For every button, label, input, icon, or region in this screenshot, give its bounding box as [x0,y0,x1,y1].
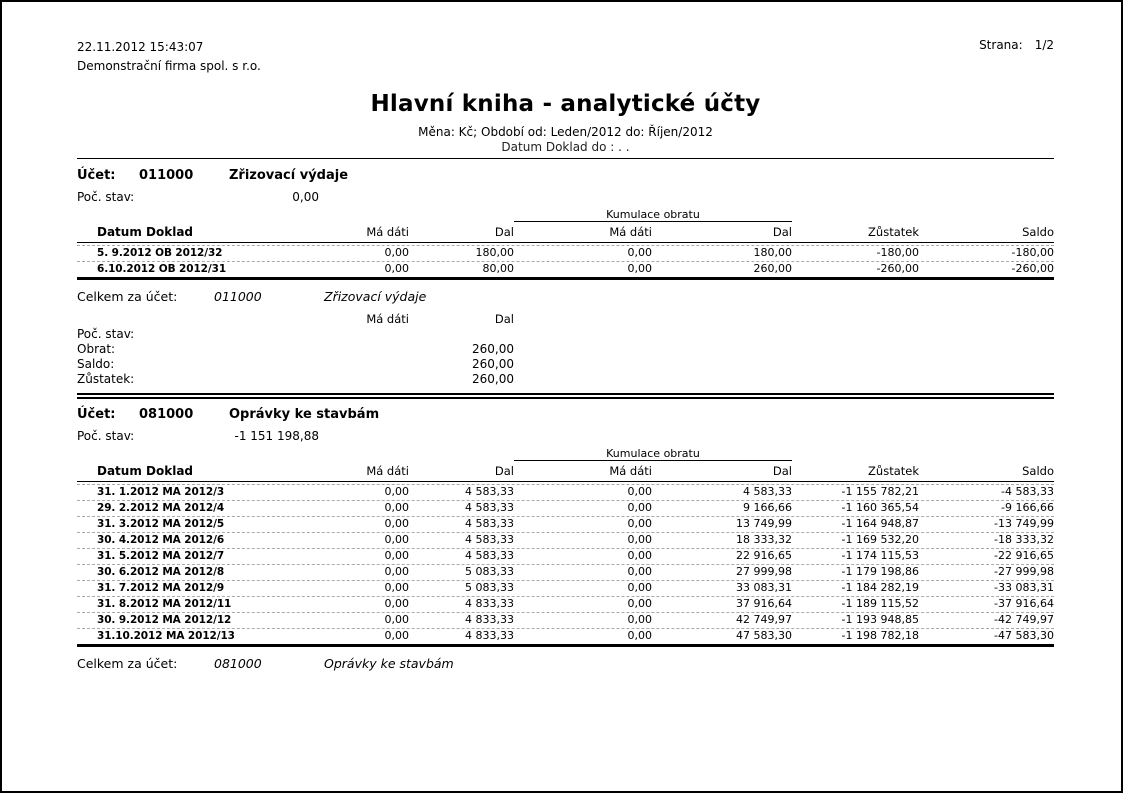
row-amount: 0,00 [384,549,409,562]
row-date-doc: 6.10.2012 OB 2012/31 [97,263,227,275]
row-amount: 4 583,33 [465,501,514,514]
cumulative-turnover-label: Kumulace obratu [514,208,792,222]
total-account-number: 081000 [214,656,262,671]
row-amount: 4 833,33 [465,629,514,642]
row-amount: -42 749,97 [994,613,1054,626]
summary-row-saldo: Saldo: 260,00 [77,357,514,371]
section-divider [77,393,1054,399]
account-section-011000 [77,168,1054,387]
page-number [979,38,1054,52]
col-header-dal: Dal [494,225,514,239]
row-amount: 0,00 [627,533,652,546]
row-amount: -47 583,30 [994,629,1054,642]
row-amount: 33 083,31 [736,581,792,594]
row-amount: 4 583,33 [465,533,514,546]
ledger-row [77,580,1054,596]
col-header-dal: Dal [494,464,514,478]
row-amount: -22 916,65 [994,549,1054,562]
row-amount: -9 166,66 [1001,501,1054,514]
row-date-doc: 31. 3.2012 MA 2012/5 [97,518,225,530]
row-amount: 260,00 [753,262,792,275]
row-amount: -1 155 782,21 [841,485,919,498]
summary-col-dal: Dal [494,312,514,326]
row-amount: 4 833,33 [465,613,514,626]
ledger-row [77,500,1054,516]
row-amount: 0,00 [627,549,652,562]
row-amount: 180,00 [475,246,514,259]
row-amount: -180,00 [1011,246,1054,259]
row-amount: 0,00 [627,565,652,578]
ledger-row [77,261,1054,277]
row-date-doc: 30. 4.2012 MA 2012/6 [97,534,225,546]
page-number-value: 1/2 [1034,38,1054,52]
row-amount: 0,00 [627,262,652,275]
summary-row-obrat: Obrat: 260,00 [77,342,514,356]
row-amount: 0,00 [384,613,409,626]
row-date-doc: 29. 2.2012 MA 2012/4 [97,502,225,514]
col-header-datum-doklad: Datum Doklad [97,464,194,478]
total-account-name: Oprávky ke stavbám [324,656,454,671]
ledger-table [77,208,1054,280]
ledger-row [77,245,1054,261]
report-subtitle-date-limit: Datum Doklad do : . . [501,140,630,154]
page-number-label: Strana: [979,38,1023,52]
row-amount: 4 583,33 [465,485,514,498]
total-account-number: 011000 [214,289,262,304]
row-date-doc: 30. 9.2012 MA 2012/12 [97,614,232,626]
row-date-doc: 31. 8.2012 MA 2012/11 [97,598,232,610]
row-amount: 5 083,33 [465,565,514,578]
row-amount: -1 169 532,20 [841,533,919,546]
row-date-doc: 31. 7.2012 MA 2012/9 [97,582,225,594]
total-account-name: Zřizovací výdaje [324,289,427,304]
row-amount: 180,00 [753,246,792,259]
row-amount: -260,00 [1011,262,1054,275]
report-header [77,38,1054,76]
total-label: Celkem za účet: [77,656,178,671]
row-amount: -33 083,31 [994,581,1054,594]
ledger-table-body [77,482,1054,647]
row-date-doc: 31.10.2012 MA 2012/13 [97,630,235,642]
account-name: Oprávky ke stavbám [229,407,380,422]
row-amount: 0,00 [627,246,652,259]
row-amount: 42 749,97 [736,613,792,626]
account-name: Zřizovací výdaje [229,168,349,183]
ledger-table-header [77,223,1054,243]
summary-table-header [77,312,1054,327]
row-amount: 4 583,33 [465,549,514,562]
row-amount: 0,00 [384,246,409,259]
row-amount: 9 166,66 [743,501,792,514]
total-label: Celkem za účet: [77,289,178,304]
row-amount: 0,00 [384,629,409,642]
row-date-doc: 31. 5.2012 MA 2012/7 [97,550,225,562]
col-header-ma-dati: Má dáti [366,464,409,478]
row-amount: 5 083,33 [465,581,514,594]
row-amount: 18 333,32 [736,533,792,546]
ledger-row [77,628,1054,644]
row-amount: -37 916,64 [994,597,1054,610]
row-amount: -27 999,98 [994,565,1054,578]
ledger-row [77,612,1054,628]
account-total-line [77,656,1054,672]
row-amount: 0,00 [627,501,652,514]
ledger-row [77,548,1054,564]
row-amount: 0,00 [627,597,652,610]
cumulative-turnover-label: Kumulace obratu [514,447,792,461]
ledger-row [77,564,1054,580]
row-amount: -1 193 948,85 [841,613,919,626]
ledger-row [77,516,1054,532]
row-amount: 0,00 [384,565,409,578]
row-amount: 0,00 [627,613,652,626]
row-amount: 0,00 [384,581,409,594]
opening-balance-label: Poč. stav: [77,429,135,443]
row-amount: 0,00 [384,501,409,514]
summary-row-poc-stav: Poč. stav: [77,327,135,341]
summary-col-ma-dati: Má dáti [366,312,409,326]
row-amount: 27 999,98 [736,565,792,578]
row-amount: 13 749,99 [736,517,792,530]
row-amount: -180,00 [876,246,919,259]
ledger-row [77,596,1054,612]
opening-balance-label: Poč. stav: [77,190,135,204]
print-datetime: 22.11.2012 15:43:07 [77,40,204,54]
row-amount: -1 184 282,19 [841,581,919,594]
ledger-table-body [77,243,1054,280]
ledger-row [77,532,1054,548]
row-amount: 4 833,33 [465,597,514,610]
col-header-kumulace-ma-dati: Má dáti [609,464,652,478]
row-amount: -260,00 [876,262,919,275]
account-total-line [77,289,1054,305]
col-header-zustatek: Zůstatek [868,225,919,239]
row-amount: 80,00 [482,262,514,275]
row-amount: -1 174 115,53 [841,549,919,562]
row-amount: -1 160 365,54 [841,501,919,514]
row-amount: 0,00 [384,262,409,275]
account-number: 081000 [139,407,194,422]
row-amount: -4 583,33 [1001,485,1054,498]
col-header-saldo: Saldo [1022,225,1054,239]
report-title: Hlavní kniha - analytické účty [370,91,761,117]
header-rule [77,158,1054,159]
row-date-doc: 30. 6.2012 MA 2012/8 [97,566,225,578]
row-amount: -13 749,99 [994,517,1054,530]
row-amount: -18 333,32 [994,533,1054,546]
col-header-saldo: Saldo [1022,464,1054,478]
row-date-doc: 31. 1.2012 MA 2012/3 [97,486,225,498]
account-section-081000 [77,407,1054,672]
row-amount: 0,00 [627,517,652,530]
report-subtitle-currency-period: Měna: Kč; Období od: Leden/2012 do: Říjen/2012 [418,125,713,139]
row-amount: 0,00 [384,533,409,546]
row-amount: 47 583,30 [736,629,792,642]
col-header-kumulace-dal: Dal [772,225,792,239]
row-amount: 0,00 [627,629,652,642]
col-header-datum-doklad: Datum Doklad [97,225,194,239]
col-header-zustatek: Zůstatek [868,464,919,478]
row-amount: 0,00 [627,485,652,498]
row-date-doc: 5. 9.2012 OB 2012/32 [97,247,223,259]
row-amount: 4 583,33 [465,517,514,530]
row-amount: -1 198 782,18 [841,629,919,642]
account-label: Účet: [77,407,116,422]
col-header-ma-dati: Má dáti [366,225,409,239]
account-number: 011000 [139,168,194,183]
row-amount: 0,00 [384,485,409,498]
summary-row-zustatek: Zůstatek: 260,00 [77,372,514,386]
row-amount: 37 916,64 [736,597,792,610]
row-amount: -1 179 198,86 [841,565,919,578]
opening-balance-value: 0,00 [292,190,319,204]
ledger-table-header [77,462,1054,482]
ledger-row [77,484,1054,500]
row-amount: 4 583,33 [743,485,792,498]
company-name: Demonstrační firma spol. s r.o. [77,59,261,73]
row-amount: 0,00 [384,517,409,530]
opening-balance-value: -1 151 198,88 [234,429,319,443]
col-header-kumulace-dal: Dal [772,464,792,478]
row-amount: 0,00 [384,597,409,610]
row-amount: 0,00 [627,581,652,594]
col-header-kumulace-ma-dati: Má dáti [609,225,652,239]
ledger-table [77,447,1054,647]
row-amount: 22 916,65 [736,549,792,562]
row-amount: -1 164 948,87 [841,517,919,530]
row-amount: -1 189 115,52 [841,597,919,610]
account-label: Účet: [77,168,116,183]
